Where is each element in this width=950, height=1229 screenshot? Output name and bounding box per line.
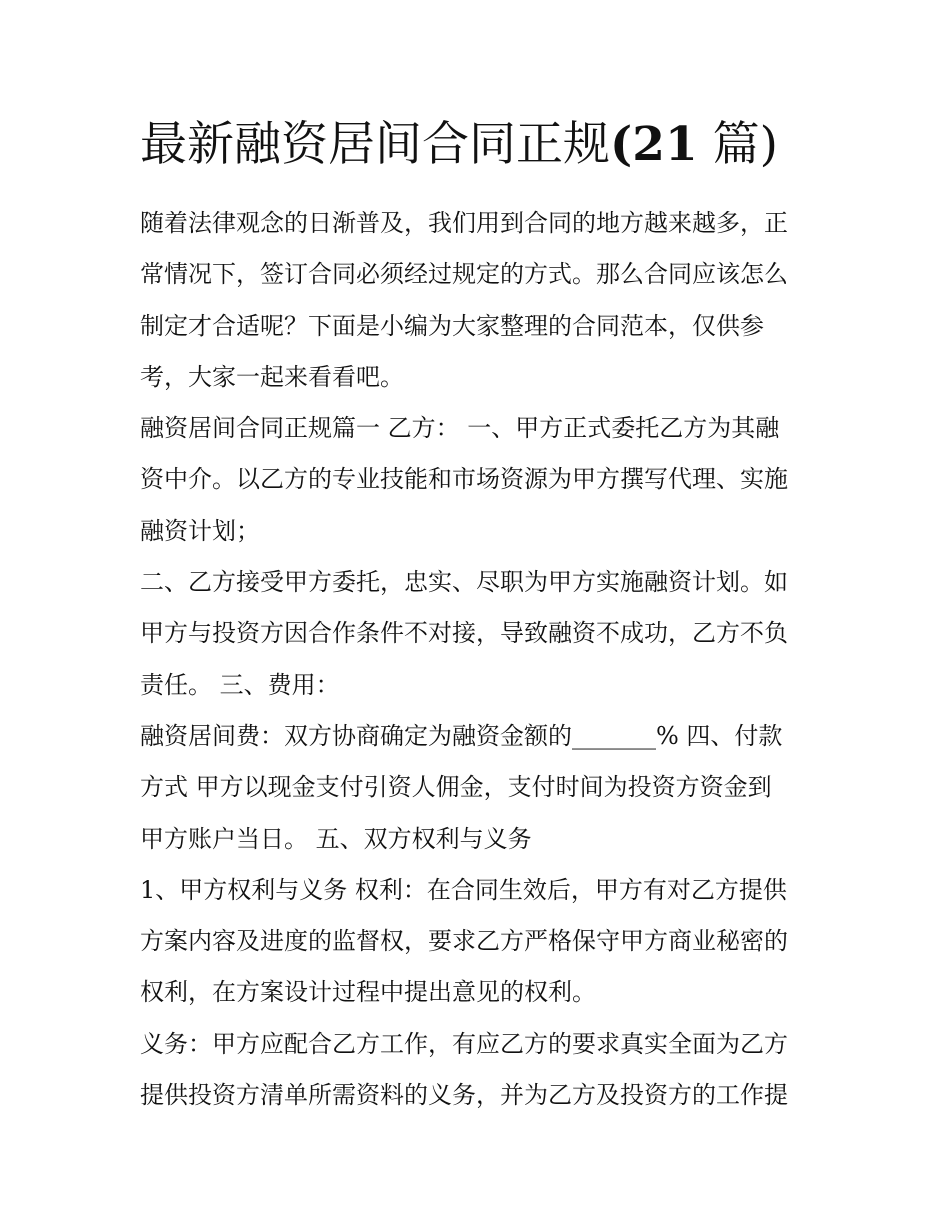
body-line: 权利，在方案设计过程中提出意见的权利。 [140,978,596,1007]
body-line: 方式 甲方以现金支付引资人佣金，支付时间为投资方资金到 [140,773,772,802]
body-line: 二、乙方接受甲方委托，忠实、尽职为甲方实施融资计划。如 [140,568,788,597]
body-line: 随着法律观念的日渐普及，我们用到合同的地方越来越多，正 [140,209,788,237]
body-line: 义务：甲方应配合乙方工作，有应乙方的要求真实全面为乙方 [140,1029,788,1058]
document-body [140,198,820,1121]
document-title: 最新融资居间合同正规(21 篇) [140,117,778,172]
body-line: 融资计划； [140,516,260,545]
body-line: 考，大家一起来看看吧。 [140,362,404,391]
body-line: 责任。 三、费用： [140,670,340,699]
body-line: 1、甲方权利与义务 权利：在合同生效后，甲方有对乙方提供 [140,875,787,904]
body-line: 方案内容及进度的监督权，要求乙方严格保守甲方商业秘密的 [140,927,788,956]
body-line: 融资居间费：双方协商确定为融资金额的_______% 四、付款 [140,721,783,750]
body-line: 提供投资方清单所需资料的义务，并为乙方及投资方的工作提 [140,1081,788,1110]
body-line: 制定才合适呢？下面是小编为大家整理的合同范本，仅供参 [140,311,764,340]
body-line: 资中介。以乙方的专业技能和市场资源为甲方撰写代理、实施 [140,465,788,494]
body-line: 甲方账户当日。 五、双方权利与义务 [140,824,532,853]
body-line: 融资居间合同正规篇一 乙方： 一、甲方正式委托乙方为其融 [140,414,780,443]
body-line: 甲方与投资方因合作条件不对接，导致融资不成功，乙方不负 [140,619,788,648]
body-line: 常情况下，签订合同必须经过规定的方式。那么合同应该怎么 [140,260,788,289]
